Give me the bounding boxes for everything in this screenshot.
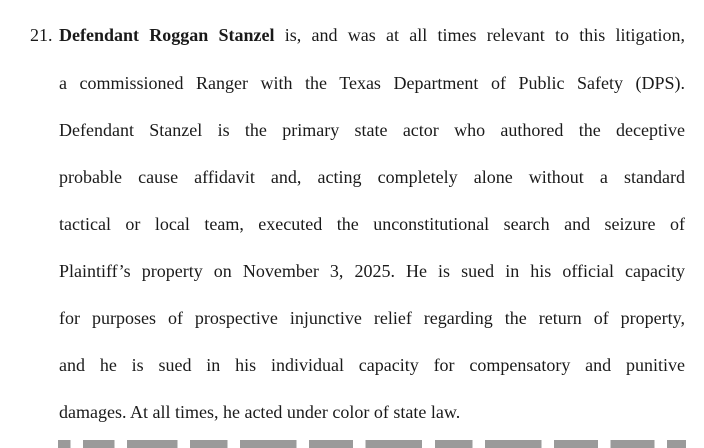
defendant-name: Defendant Roggan Stanzel	[59, 25, 275, 45]
paragraph-line-5: tactical or local team, executed the unconstitutional search and seizure of	[59, 214, 685, 234]
paragraph-line-7: for purposes of prospective injunctive relief regarding the return of property,	[59, 308, 685, 328]
first-line-rest: is, and was at all times relevant to this litigation,	[274, 25, 685, 45]
paragraph-line-2: a commissioned Ranger with the Texas Department of Public Safety (DPS).	[59, 73, 685, 93]
paragraph-line-9: damages. At all times, he acted under color of state law.	[59, 402, 461, 422]
paragraph-line-3: Defendant Stanzel is the primary state actor who authored the deceptive	[59, 120, 685, 140]
paragraph-line-8: and he is sued in his individual capacity for compensatory and punitive	[59, 355, 685, 375]
paragraph-line-4: probable cause affidavit and, acting completely alone without a standard	[59, 167, 685, 187]
paragraph-number: 21.	[30, 25, 53, 45]
paragraph-line-1	[59, 23, 685, 47]
paragraph-line-6: Plaintiff’s property on November 3, 2025. He is sued in his official capacity	[59, 261, 685, 281]
cropped-next-line	[58, 440, 686, 448]
